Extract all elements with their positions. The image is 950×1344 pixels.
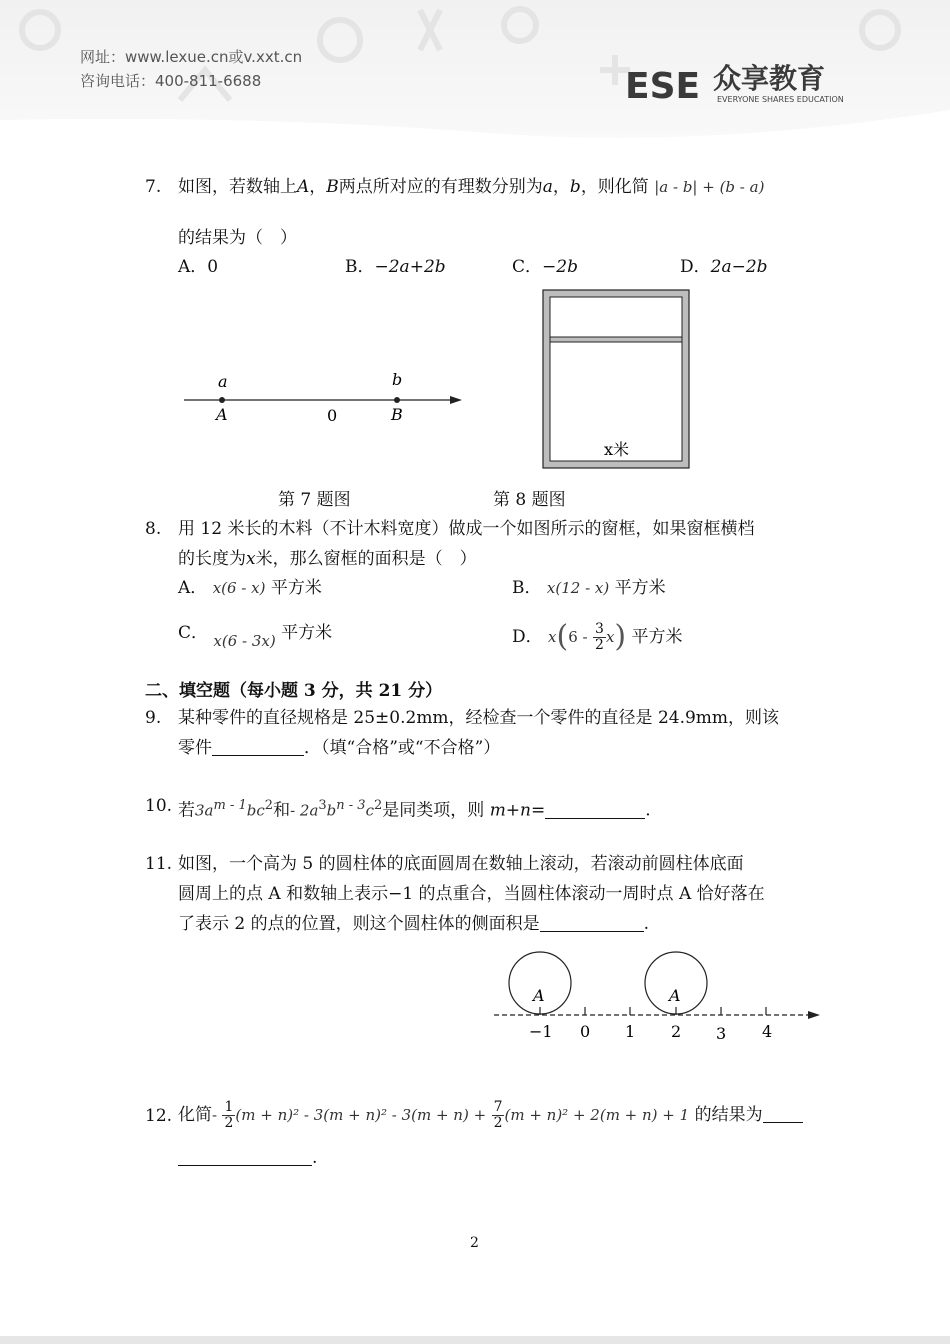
q9-number: 9. (145, 708, 162, 728)
q12-line2: . (178, 1147, 317, 1169)
q12-fraction-1: $\frac{1}{2}$ (224, 1099, 234, 1131)
q10-answer-blank (545, 802, 645, 819)
q9-line2: 零件 ．（填“合格”或“不合格”） (178, 738, 501, 758)
q7-origin-label: 0 (327, 406, 338, 425)
q7-figure-caption: 第 7 题图 (278, 490, 351, 510)
q7-option-d: D．2a−2b (680, 257, 768, 277)
q8-line2: 的长度为x米，那么窗框的面积是（ ） (178, 549, 477, 569)
q7-point-b (394, 397, 400, 403)
q11-line1: 如图，一个高为 5 的圆柱体的底面圆周在数轴上滚动，若滚动前圆柱体底面 (178, 854, 744, 874)
q11-line2: 圆周上的点 A 和数轴上表示−1 的点重合，当圆柱体滚动一周时点 A 恰好落在 (178, 884, 765, 904)
q12-expression-part1: (m + n)² - 3(m + n)² - 3(m + n) + (235, 1106, 487, 1124)
q11-axis-arrow (808, 1011, 820, 1019)
q8-option-d: D． x(6 - $\frac{3}{2}$ x) 平方米 (512, 619, 683, 654)
q7-line2: 的结果为（ ） (178, 228, 297, 248)
q11-rolling-cylinder-figure (490, 945, 825, 1045)
page-header (0, 0, 950, 150)
q7-number-line-figure (180, 365, 470, 435)
q12-expression-part2: (m + n)² + 2(m + n) + 1 (504, 1106, 690, 1124)
q11-tick-label-0: 0 (580, 1022, 591, 1041)
q11-answer-blank (540, 915, 644, 932)
q9-answer-blank (212, 739, 304, 756)
q7-point-a (219, 397, 225, 403)
q8-figure-label: x米 (604, 440, 630, 459)
q7-line1: 如图，若数轴上A，B两点所对应的有理数分别为a，b，则化简 |a - b| + (b - a) (178, 177, 765, 197)
q7-point-b-label: B (391, 405, 403, 424)
q8-frame-inner (550, 297, 682, 461)
q7-number: 7. (145, 177, 162, 197)
brand-logo (625, 58, 875, 108)
q8-option-a: A． x(6 - x) 平方米 (178, 578, 322, 598)
q12-answer-blank-2 (178, 1149, 312, 1166)
q7-expression: |a - b| + (b - a) (654, 178, 765, 196)
q10-number: 10. (145, 796, 173, 816)
brand-logo-text: ESE (625, 66, 701, 107)
q12-number: 12. (145, 1106, 173, 1126)
q11-circle-label-2: A (669, 986, 681, 1005)
brand-name: 众享教育 (713, 62, 826, 95)
q11-number: 11. (145, 854, 173, 874)
page-number: 2 (470, 1235, 479, 1251)
brand-slogan: EVERYONE SHARES EDUCATION (717, 95, 844, 104)
q11-tick-label-4: 4 (762, 1022, 773, 1041)
phone-text: 咨询电话：400-811-6688 (80, 72, 262, 90)
page-footer-band (0, 1336, 950, 1344)
section2-title: 二、填空题（每小题 3 分，共 21 分） (145, 681, 443, 701)
q8-option-d-fraction: $\frac{3}{2}$ (595, 621, 604, 653)
q8-window-frame-figure (540, 287, 692, 472)
q7-point-a-label: A (216, 405, 228, 424)
q10-line: 若$3a^{m - 1}bc^2$和- $2a^3b^{n - 3}c^2$是同类项，则 m+n= . (178, 798, 651, 821)
q12-answer-blank-1 (763, 1106, 803, 1123)
website-text: 网址：www.lexue.cn或v.xxt.cn (80, 48, 303, 66)
q11-circle-label-1: A (533, 986, 545, 1005)
q8-option-b: B． x(12 - x) 平方米 (512, 578, 666, 598)
q11-tick-label-3: 3 (716, 1024, 727, 1043)
q9-line1: 某种零件的直径规格是 25±0.2mm，经检查一个零件的直径是 24.9mm，则该 (178, 708, 780, 728)
q7-option-c: C．−2b (512, 257, 578, 277)
q12-line1: 化简- $\frac{1}{2}$ (m + n)² - 3(m + n)² - 3(m + n) + $\frac{7}{2}$ (m + n)² + 2(m + n) + 1 的结果为 (178, 1094, 803, 1136)
q8-crossbar (550, 337, 682, 342)
q11-tick-label-neg1: −1 (529, 1022, 553, 1041)
q7-option-b: B．−2a+2b (345, 257, 446, 277)
q11-line3: 了表示 2 的点的位置，则这个圆柱体的侧面积是 . (178, 914, 650, 934)
q7-label-a: a (218, 372, 228, 391)
q8-figure-caption: 第 8 题图 (493, 490, 566, 510)
q11-tick-label-2: 2 (671, 1022, 682, 1041)
q12-fraction-2: $\frac{7}{2}$ (493, 1099, 503, 1131)
q7-label-b: b (392, 370, 403, 389)
q8-option-c: C． x(6 - 3x) 平方米 (178, 623, 333, 650)
q7-option-a: A．0 (178, 257, 219, 277)
q11-tick-label-1: 1 (625, 1022, 636, 1041)
q7-axis-arrow (450, 396, 462, 404)
q8-number: 8. (145, 519, 162, 539)
q8-line1: 用 12 米长的木料（不计木料宽度）做成一个如图所示的窗框，如果窗框横档 (178, 519, 755, 539)
